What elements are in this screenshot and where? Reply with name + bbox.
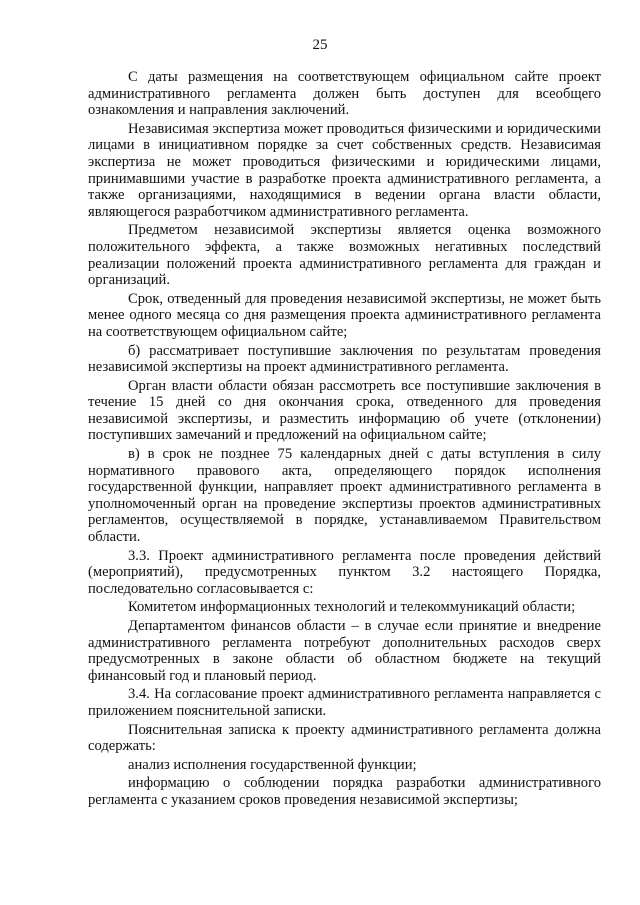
paragraph-item-b: б) рассматривает поступившие заключения по результатам проведения независимой экспертизы на проект административного регламента. bbox=[88, 342, 601, 376]
paragraph-3-4: 3.4. На согласование проект административного регламента направляется с приложением пояснительной записки. bbox=[88, 686, 601, 719]
paragraph-independent-expertise-who: Независимая экспертиза может проводиться физическими и юридическими лицами в инициативном порядке за счет собственных средств. Независимая экспертиза не может проводиться физическими и юридическими лицами, принимавшими участие в разработке проекта административного регламента, а также организациями, находящимися в ведении органа власти области, являющегося разработчиком административного регламента. bbox=[88, 120, 601, 220]
paragraph-analysis: анализ исполнения государственной функции; bbox=[128, 756, 417, 773]
paragraph-item-v: в) в срок не позднее 75 календарных дней с даты вступления в силу нормативного правового акта, определяющего порядок исполнения государственной функции, направляет проект административного регламента в уполномоченный орган на проведение экспертизы проектов административных регламентов, осуществляемой в порядке, устанавливаемом Правительством области. bbox=[88, 446, 601, 546]
paragraph-publication-availability: С даты размещения на соответствующем официальном сайте проект административного регламента должен быть доступен для всеобщего ознакомления и направления заключений. bbox=[88, 69, 601, 119]
paragraph-3-3: 3.3. Проект административного регламента после проведения действий (мероприятий), предусмотренных пунктом 3.2 настоящего Порядка, последовательно согласовывается с: bbox=[88, 547, 601, 597]
paragraph-expertise-subject: Предметом независимой экспертизы является оценка возможного положительного эффекта, а также возможных негативных последствий реализации положений проекта административного регламента для граждан и организаций. bbox=[88, 222, 601, 289]
paragraph-procedure-info: информацию о соблюдении порядка разработки административного регламента с указанием сроков проведения независимой экспертизы; bbox=[88, 775, 601, 808]
document-body bbox=[88, 69, 601, 809]
paragraph-finance-department: Департаментом финансов области – в случае если принятие и внедрение административного регламента потребуют дополнительных расходов сверх предусмотренных в законе области об областном бюджете на текущий финансовый год и плановый период. bbox=[88, 618, 601, 684]
page-number: 25 bbox=[312, 37, 328, 53]
paragraph-expertise-term: Срок, отведенный для проведения независимой экспертизы, не может быть менее одного месяца со дня размещения проекта административного регламента на соответствующем официальном сайте; bbox=[88, 290, 601, 340]
paragraph-committee-it: Комитетом информационных технологий и телекоммуникаций области; bbox=[128, 599, 576, 616]
paragraph-review-obligation: Орган власти области обязан рассмотреть все поступившие заключения в течение 15 дней со дня окончания срока, отведенного для проведения независимой экспертизы, и разместить информацию об учете (отклонении) поступивших замечаний и предложений на официальном сайте; bbox=[88, 377, 601, 444]
paragraph-explanatory-note: Пояснительная записка к проекту административного регламента должна содержать: bbox=[88, 721, 601, 755]
